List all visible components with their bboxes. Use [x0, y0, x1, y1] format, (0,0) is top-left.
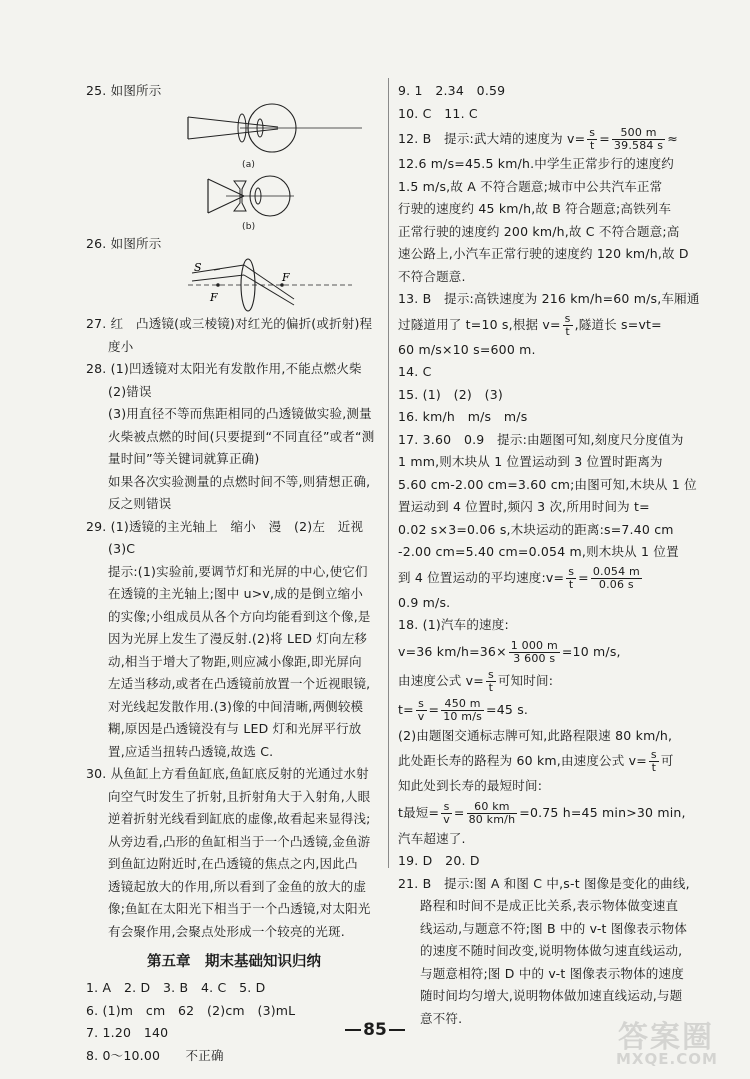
- q17-line: -2.00 cm=5.40 cm=0.054 m,则木块从 1 位置: [398, 544, 679, 559]
- fraction: $\frac{s}{t}$: [589, 126, 596, 152]
- q12-line: 正常行驶的速度约 200 km/h,故 C 不符合题意;高: [398, 223, 680, 239]
- q30-line: 从旁边看,凸形的鱼缸相当于一个凸透镜,金鱼游: [108, 833, 371, 849]
- q17-line: 17. 3.60 0.9 提示:由题图可知,刻度尺分度值为: [398, 431, 684, 447]
- q26-label: 26. 如图所示: [86, 235, 162, 251]
- fraction: $\frac{s}{t}$: [487, 667, 494, 694]
- q29-line: 在透镜的主光轴上;图中 u>v,成的是倒立缩小: [108, 586, 364, 601]
- figure-26: [86, 255, 382, 313]
- q18-formula-line: 此处距长寿的路程为 60 km,由速度公式 v= $\frac{s}{t}$ 可: [398, 748, 674, 774]
- answer-line: 14. C: [398, 364, 432, 379]
- q28-line: 28. (1)凹透镜对太阳光有发散作用,不能点燃火柴: [86, 361, 362, 376]
- label-f-right: F: [282, 271, 290, 284]
- fraction: $\frac{s}{v}$: [443, 799, 450, 826]
- q30-line: 逆着折射光线看到缸底的虚像,故看起来显得浅;: [108, 811, 371, 826]
- q29-line: 动,相当于增大了物距,则应减小像距,即光屏向: [108, 653, 362, 669]
- q29-line: 29. (1)透镜的主光轴上 缩小 漫 (2)左 近视: [86, 518, 364, 534]
- s5-line: 8. 0～10.00 不正确: [86, 1047, 224, 1063]
- q28-line: 反之则错误: [108, 496, 172, 511]
- q30-line: 像;鱼缸在太阳光下相当于一个凸透镜,对太阳光: [108, 901, 371, 916]
- q28-line: (2)错误: [108, 383, 152, 399]
- q28-line: 火柴被点燃的时间(只要提到“不同直径”或者“测: [108, 428, 375, 444]
- q29-line: 的实像;小组成员从各个方向均能看到这个像,是: [108, 608, 371, 624]
- q18-formula-line: 由速度公式 v= $\frac{s}{t}$ 可知时间:: [398, 667, 554, 694]
- fig-a-caption: (a): [242, 159, 256, 170]
- q29-line: (3)C: [108, 541, 136, 556]
- q18-line: 18. (1)汽车的速度:: [398, 617, 509, 632]
- q29-line: 提示:(1)实验前,要调节灯和光屏的中心,使它们: [108, 563, 368, 579]
- q18-line: 汽车超速了.: [398, 830, 466, 846]
- left-column: [86, 80, 382, 1067]
- answer-line: 19. D 20. D: [398, 853, 480, 868]
- q12-text: 12. B 提示:武大靖的速度为 v=: [398, 131, 586, 146]
- q21-line: 意不符.: [420, 1010, 463, 1026]
- q30-line: 有会聚作用,会聚点处形成一个较亮的光斑.: [108, 923, 345, 939]
- fraction: $\frac{0.054 m}{0.06 s}$: [592, 564, 640, 591]
- label-f-left: F: [210, 291, 218, 304]
- q12-line: 速公路上,小汽车正常行驶的速度约 120 km/h,故 D: [398, 246, 689, 261]
- refraction-diagram: [184, 255, 354, 313]
- page-number: 85: [0, 1020, 750, 1040]
- q30-line: 向空气时发生了折射,且折射角大于入射角,人眼: [108, 788, 371, 804]
- fraction: $\frac{60 km}{80 km/h}$: [468, 799, 516, 826]
- q18-formula-line: t= $\frac{s}{v}$ = $\frac{450 m}{10 m/s}$ =45 s.: [398, 696, 529, 723]
- q30-line: 30. 从鱼缸上方看鱼缸底,鱼缸底反射的光通过水射: [86, 766, 369, 781]
- label-s: S: [194, 261, 202, 274]
- q12-formula-line: 12. B 提示:武大靖的速度为 v= $\frac{s}{t}$ = $\frac{500 m}{39.584 s}$ ≈: [398, 126, 678, 152]
- q29-line: 左适当移动,或者在凸透镜前放置一个近视眼镜,: [108, 676, 371, 691]
- answer-line: 15. (1) (2) (3): [398, 386, 503, 402]
- answer-line: 10. C 11. C: [398, 105, 478, 121]
- q28-line: (3)用直径不等而焦距相同的凸透镜做实验,测量: [108, 406, 372, 421]
- right-column: [398, 80, 720, 1030]
- fig-b-caption: (b): [242, 221, 256, 232]
- q21-line: 随时间均匀增大,说明物体做加速直线运动,与题: [420, 988, 683, 1003]
- q29-line: 置,应适当扭转凸透镜,故选 C.: [108, 743, 274, 759]
- eye-lens-diagram-a: [182, 103, 382, 159]
- q18-line: (2)由题图交通标志牌可知,此路程限速 80 km/h,: [398, 727, 673, 743]
- watermark-logo: [606, 1010, 742, 1070]
- section-title: 第五章 期末基础知识归纳: [147, 953, 321, 970]
- q29-line: 因为光屏上发生了漫反射.(2)将 LED 灯向左移: [108, 631, 368, 646]
- q12-line: 不符合题意.: [398, 268, 466, 284]
- q17-line: 5.60 cm-2.00 cm=3.60 cm;由图可知,木块从 1 位: [398, 476, 697, 492]
- q29-line: 对光线起发散作用.(3)像的中间清晰,两侧较模: [108, 698, 364, 714]
- q12-line: 1.5 m/s,故 A 不符合题意;城市中公共汽车正常: [398, 178, 663, 194]
- q12-line: 12.6 m/s=45.5 km/h.中学生正常步行的速度约: [398, 156, 675, 171]
- fraction: $\frac{s}{t}$: [564, 311, 571, 338]
- answer-line: 9. 1 2.34 0.59: [398, 83, 506, 98]
- q17-line: 0.02 s×3=0.06 s,木块运动的距离:s=7.40 cm: [398, 521, 674, 537]
- q29-line: 糊,原因是凸透镜没有与 LED 灯和光屏平行放: [108, 721, 362, 736]
- figure-25b: [86, 171, 382, 221]
- q21-line: 路程和时间不是成正比关系,表示物体做变速直: [420, 898, 679, 913]
- q18-line: 知此处到长寿的最短时间:: [398, 778, 543, 793]
- q17-line: 置运动到 4 位置时,频闪 3 次,所用时间为 t=: [398, 499, 650, 514]
- fraction: $\frac{1 000 m}{3 600 s}$: [510, 638, 558, 665]
- fraction: $\frac{s}{v}$: [417, 696, 425, 723]
- q18-formula-line: t最短= $\frac{s}{v}$ = $\frac{60 km}{80 km/h}$ =0.75 h=45 min>30 min,: [398, 799, 686, 826]
- q13-formula-line: 过隧道用了 t=10 s,根据 v= $\frac{s}{t}$ ,隧道长 s=vt=: [398, 311, 662, 338]
- q21-line: 21. B 提示:图 A 和图 C 中,s-t 图像是变化的曲线,: [398, 875, 690, 891]
- fraction: $\frac{s}{t}$: [650, 748, 657, 774]
- q21-line: 的速度不随时间改变,说明物体做匀速直线运动,: [420, 943, 683, 958]
- fraction: $\frac{s}{t}$: [568, 564, 575, 591]
- answer-line: 16. km/h m/s m/s: [398, 409, 528, 424]
- q21-line: 线运动,与题意不符;图 B 中的 v-t 图像表示物体: [420, 920, 688, 936]
- q27-line: 度小: [108, 338, 134, 354]
- q17-line: 0.9 m/s.: [398, 594, 451, 610]
- s5-line: 6. (1)m cm 62 (2)cm (3)mL: [86, 1002, 296, 1018]
- q13-line: 13. B 提示:高铁速度为 216 km/h=60 m/s,车厢通: [398, 291, 700, 306]
- watermark-url: MXQE.COM: [616, 1050, 718, 1068]
- column-divider: [388, 78, 389, 868]
- fraction: $\frac{450 m}{10 m/s}$: [443, 696, 483, 723]
- q17-formula-line: 到 4 位置运动的平均速度:v= $\frac{s}{t}$ = $\frac{0.054 m}{0.06 s}$: [398, 564, 640, 591]
- s5-line: 7. 1.20 140: [86, 1025, 169, 1040]
- eye-lens-diagram-b: [204, 171, 324, 221]
- q13-line: 60 m/s×10 s=600 m.: [398, 341, 536, 357]
- q27-line: 27. 红 凸透镜(或三棱镜)对红光的偏折(或折射)程: [86, 316, 373, 331]
- q30-line: 透镜起放大的作用,所以看到了金鱼的放大的虚: [108, 878, 367, 894]
- q25-label: 25. 如图所示: [86, 83, 162, 98]
- q28-line: 如果各次实验测量的点燃时间不等,则猜想正确,: [108, 473, 371, 489]
- figure-25a: [86, 103, 382, 159]
- q18-formula-line: v=36 km/h=36× $\frac{1 000 m}{3 600 s}$ =10 m/s,: [398, 638, 621, 665]
- q30-line: 到鱼缸边附近时,在凸透镜的焦点之内,因此凸: [108, 856, 358, 871]
- q17-line: 1 mm,则木块从 1 位置运动到 3 位置时距离为: [398, 454, 663, 469]
- q28-line: 量时间”等关键词就算正确): [108, 451, 260, 466]
- q12-line: 行驶的速度约 45 km/h,故 B 符合题意;高铁列车: [398, 201, 672, 216]
- fraction: $\frac{500 m}{39.584 s}$: [613, 126, 664, 152]
- s5-line: 1. A 2. D 3. B 4. C 5. D: [86, 980, 266, 995]
- watermark-text: 答案圈: [618, 1020, 714, 1055]
- q21-line: 与题意相符;图 D 中的 v-t 图像表示物体的速度: [420, 965, 684, 981]
